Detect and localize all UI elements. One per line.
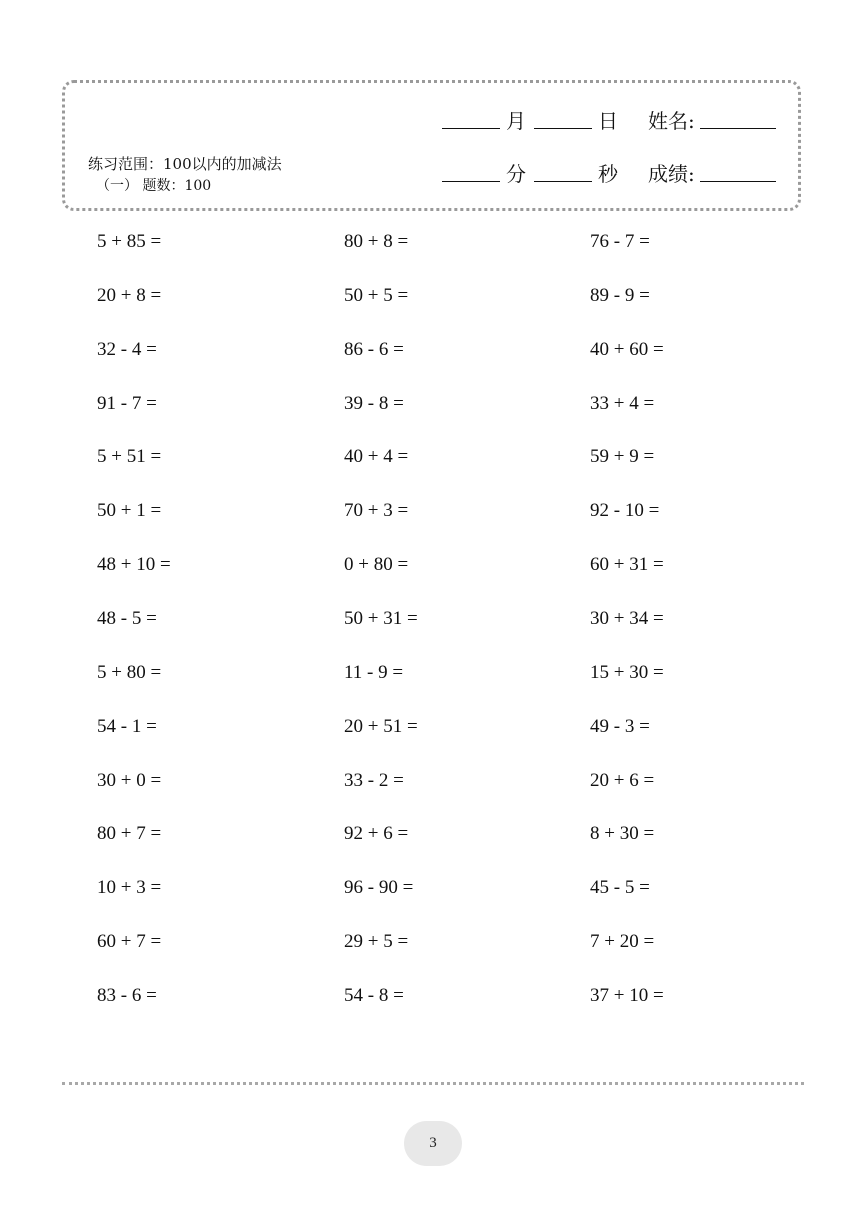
problem-item: 37 + 10 = bbox=[590, 985, 664, 1006]
month-label: 月 bbox=[506, 109, 526, 133]
problem-item: 5 + 85 = bbox=[97, 231, 162, 252]
minute-label: 分 bbox=[506, 162, 526, 186]
problem-item: 91 - 7 = bbox=[97, 393, 157, 414]
problem-item: 33 + 4 = bbox=[590, 393, 655, 414]
problem-item: 11 - 9 = bbox=[344, 662, 404, 683]
day-label: 日 bbox=[598, 109, 618, 133]
problem-item: 20 + 6 = bbox=[590, 770, 655, 791]
problem-item: 7 + 20 = bbox=[590, 931, 655, 952]
problem-item: 30 + 34 = bbox=[590, 608, 664, 629]
problem-item: 39 - 8 = bbox=[344, 393, 404, 414]
problem-item: 32 - 4 = bbox=[97, 339, 157, 360]
problem-item: 30 + 0 = bbox=[97, 770, 162, 791]
problem-item: 40 + 4 = bbox=[344, 446, 409, 467]
second-label: 秒 bbox=[598, 162, 618, 186]
problem-item: 15 + 30 = bbox=[590, 662, 664, 683]
problem-item: 89 - 9 = bbox=[590, 285, 650, 306]
problem-item: 50 + 5 = bbox=[344, 285, 409, 306]
problem-item: 5 + 80 = bbox=[97, 662, 162, 683]
problem-item: 60 + 31 = bbox=[590, 554, 664, 575]
problem-item: 29 + 5 = bbox=[344, 931, 409, 952]
problem-item: 70 + 3 = bbox=[344, 500, 409, 521]
problem-item: 50 + 1 = bbox=[97, 500, 162, 521]
page-number: 3 bbox=[404, 1121, 462, 1166]
scope-line-1: 练习范围：100以内的加减法 bbox=[88, 155, 282, 173]
minute-blank[interactable] bbox=[442, 161, 500, 182]
problem-item: 60 + 7 = bbox=[97, 931, 162, 952]
problem-item: 92 - 10 = bbox=[590, 500, 660, 521]
problem-item: 48 - 5 = bbox=[97, 608, 157, 629]
problem-item: 76 - 7 = bbox=[590, 231, 650, 252]
problem-item: 54 - 1 = bbox=[97, 716, 157, 737]
problem-item: 8 + 30 = bbox=[590, 823, 655, 844]
problem-item: 48 + 10 = bbox=[97, 554, 171, 575]
score-blank[interactable] bbox=[700, 161, 776, 182]
problem-item: 0 + 80 = bbox=[344, 554, 409, 575]
scope-line-2: （一） 题数：100 bbox=[96, 178, 212, 194]
month-blank[interactable] bbox=[442, 108, 500, 129]
problem-item: 5 + 51 = bbox=[97, 446, 162, 467]
problem-item: 92 + 6 = bbox=[344, 823, 409, 844]
second-blank[interactable] bbox=[534, 161, 592, 182]
name-blank[interactable] bbox=[700, 108, 776, 129]
problem-item: 33 - 2 = bbox=[344, 770, 404, 791]
problem-item: 96 - 90 = bbox=[344, 877, 414, 898]
problem-item: 40 + 60 = bbox=[590, 339, 664, 360]
footer-divider bbox=[62, 1082, 804, 1085]
problem-item: 49 - 3 = bbox=[590, 716, 650, 737]
problem-item: 80 + 8 = bbox=[344, 231, 409, 252]
problem-item: 50 + 31 = bbox=[344, 608, 418, 629]
problem-item: 54 - 8 = bbox=[344, 985, 404, 1006]
problem-item: 86 - 6 = bbox=[344, 339, 404, 360]
name-label: 姓名: bbox=[648, 109, 695, 133]
day-blank[interactable] bbox=[534, 108, 592, 129]
problem-item: 45 - 5 = bbox=[590, 877, 650, 898]
problem-item: 59 + 9 = bbox=[590, 446, 655, 467]
problem-item: 10 + 3 = bbox=[97, 877, 162, 898]
problem-item: 20 + 51 = bbox=[344, 716, 418, 737]
problem-item: 20 + 8 = bbox=[97, 285, 162, 306]
score-label: 成绩: bbox=[648, 162, 695, 186]
practice-scope bbox=[88, 153, 328, 197]
problem-item: 83 - 6 = bbox=[97, 985, 157, 1006]
problem-item: 80 + 7 = bbox=[97, 823, 162, 844]
